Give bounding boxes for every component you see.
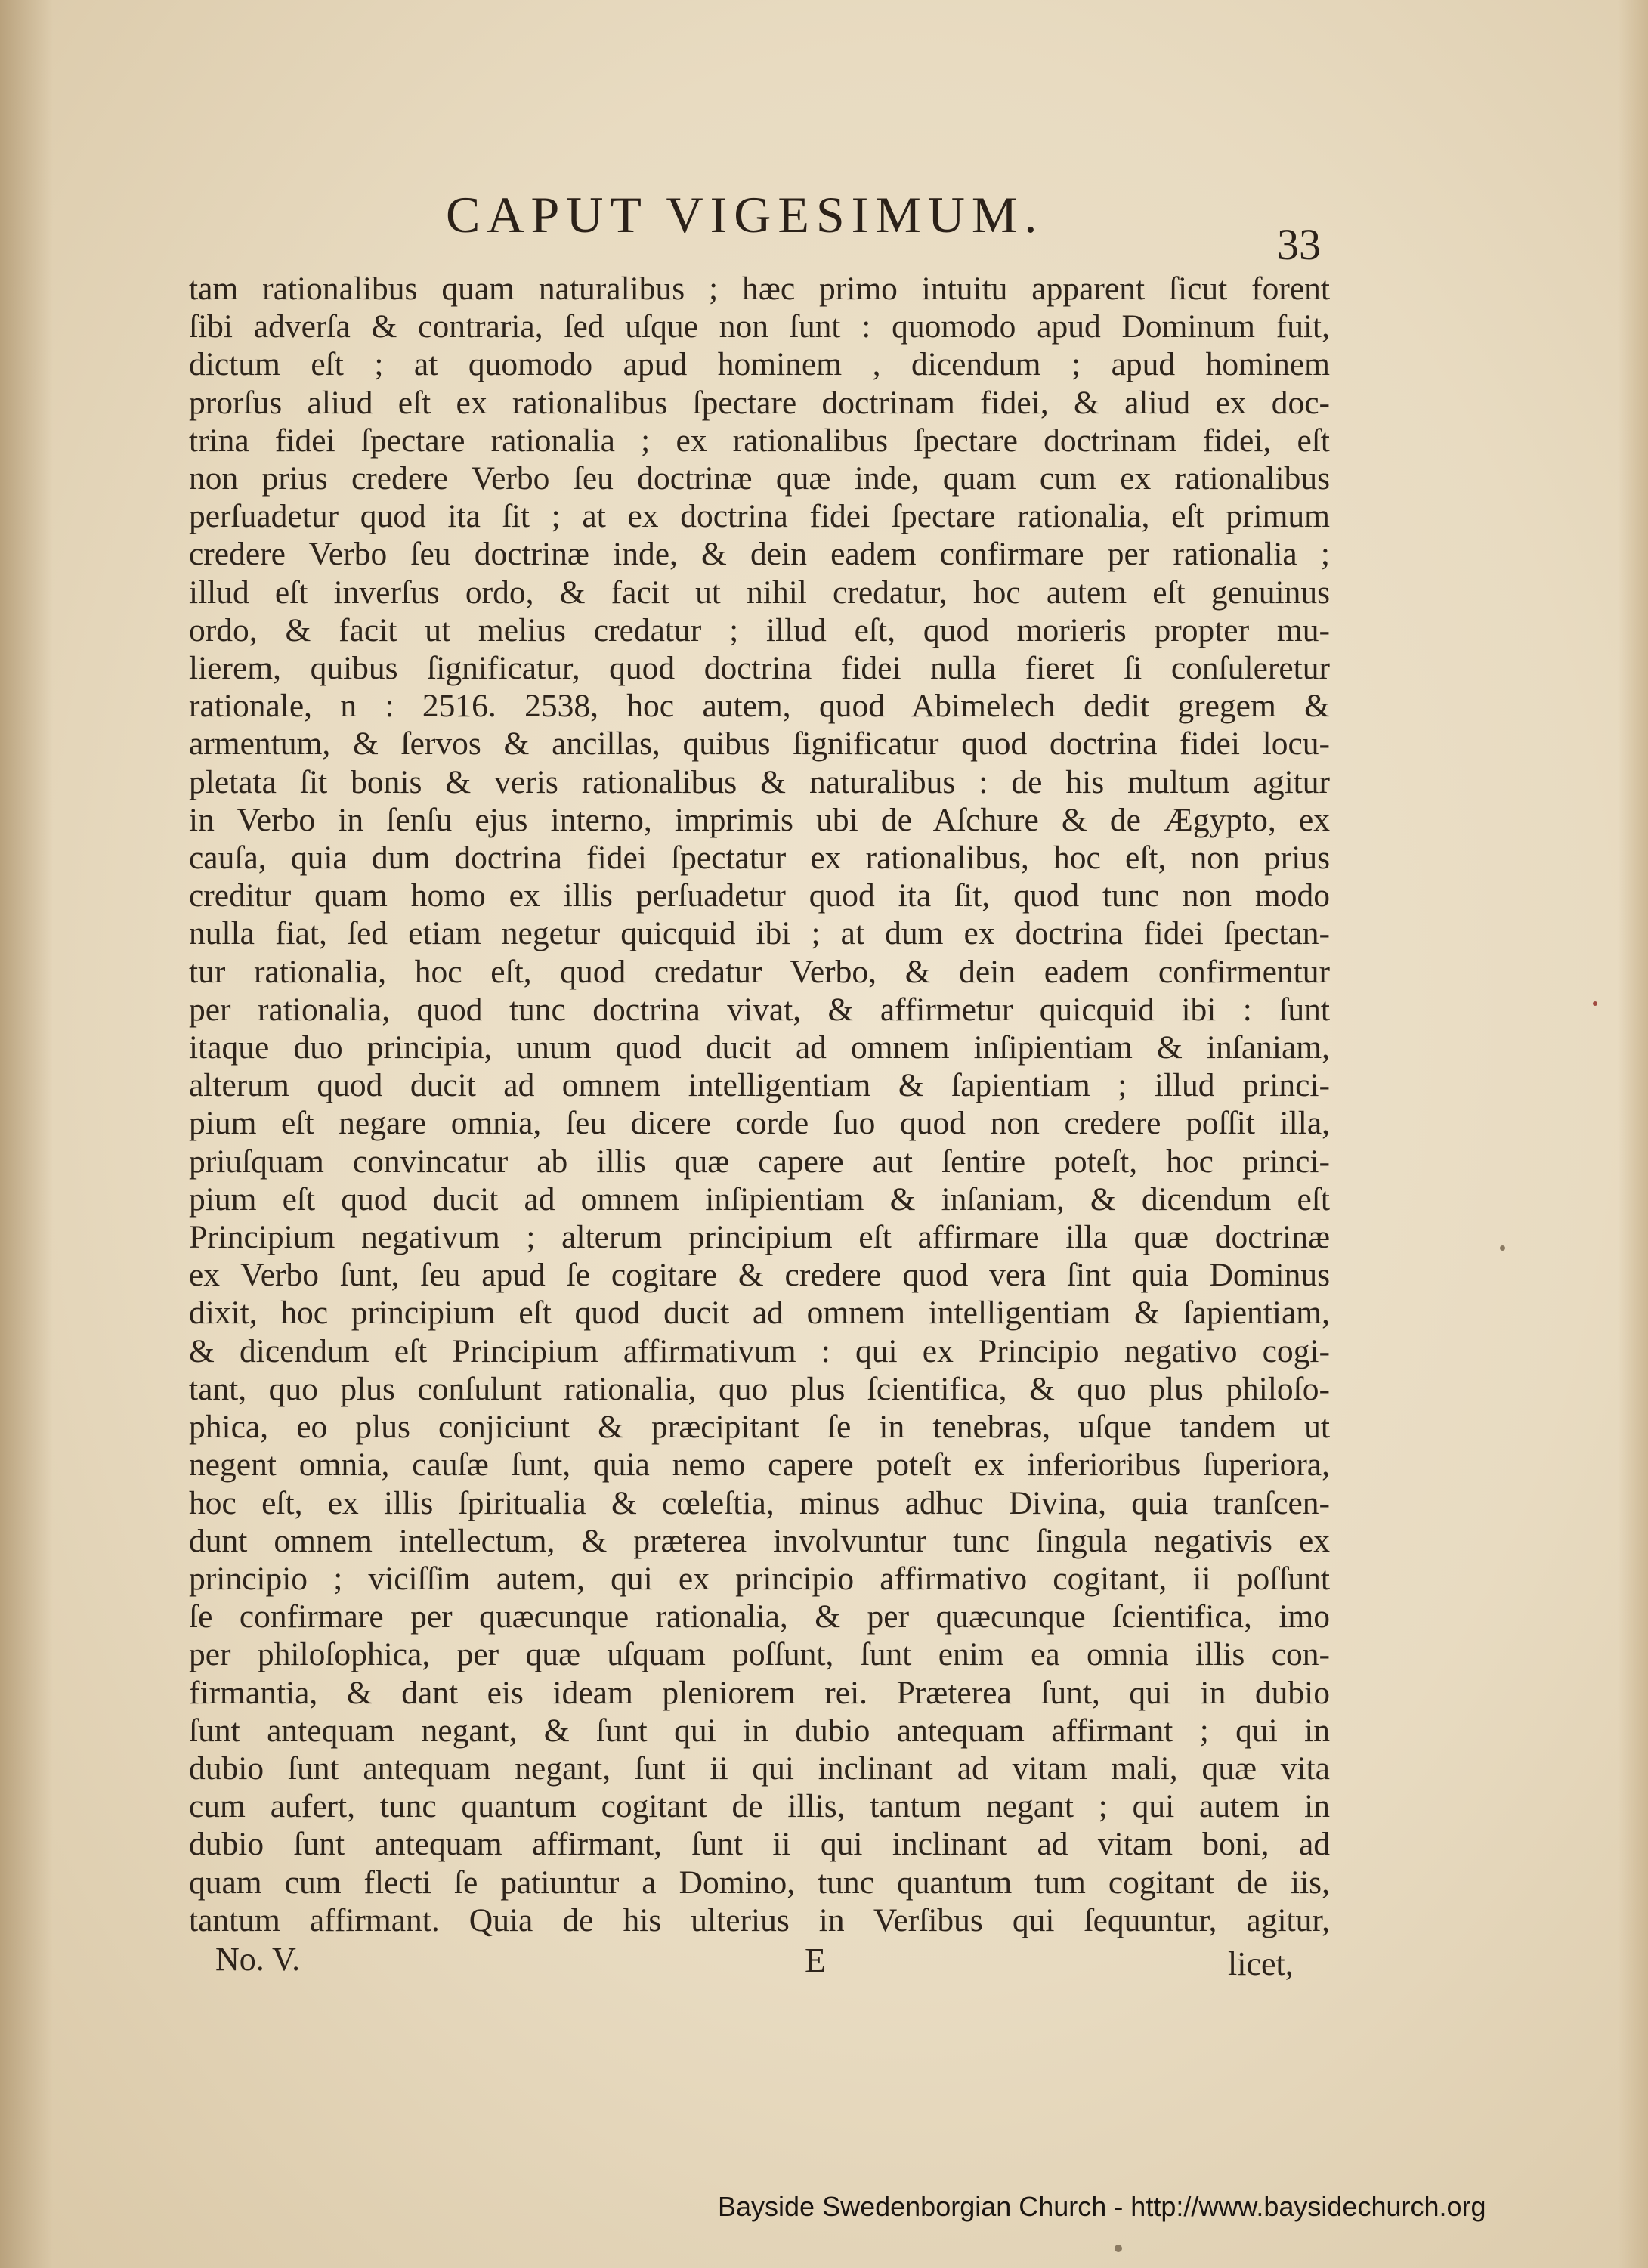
paper-spot <box>1593 1001 1597 1006</box>
text-line: perſuadetur quod ita ſit ; at ex doctrina fidei ſpectare rationalia, eſt primum <box>189 498 1330 535</box>
text-line: dictum eſt ; at quomodo apud hominem , dicendum ; apud hominem <box>189 346 1330 383</box>
body-text <box>189 270 1330 1939</box>
text-line: phica, eo plus conjiciunt & præcipitant ſe in tenebras, uſque tandem ut <box>189 1409 1330 1446</box>
text-line: prorſus aliud eſt ex rationalibus ſpectare doctrinam fidei, & aliud ex doc- <box>189 384 1330 421</box>
text-line: alterum quod ducit ad omnem intelligentiam & ſapientiam ; illud princi- <box>189 1067 1330 1104</box>
text-line: trina fidei ſpectare rationalia ; ex rationalibus ſpectare doctrinam fidei, eſt <box>189 422 1330 459</box>
text-line: pletata ſit bonis & veris rationalibus & naturalibus : de his multum agitur <box>189 763 1330 800</box>
text-line: ſe confirmare per quæcunque rationalia, & per quæcunque ſcientifica, imo <box>189 1598 1330 1635</box>
page-edge-shadow-left <box>0 0 53 2268</box>
text-line: pium eſt negare omnia, ſeu dicere corde ſuo quod non credere poſſit illa, <box>189 1105 1330 1142</box>
text-line: tant, quo plus conſulunt rationalia, quo plus ſcientifica, & quo plus philoſo- <box>189 1370 1330 1407</box>
text-line: tantum affirmant. Quia de his ulterius in Verſibus qui ſequuntur, agitur, <box>189 1901 1330 1938</box>
signature-mark: No. V. <box>215 1941 301 1978</box>
text-line: itaque duo principia, unum quod ducit ad omnem inſipientiam & inſaniam, <box>189 1029 1330 1066</box>
running-head: CAPUT VIGESIMUM. <box>446 186 1044 243</box>
signature-letter: E <box>805 1941 827 1979</box>
text-line: priuſquam convincatur ab illis quæ capere aut ſentire poteſt, hoc princi- <box>189 1143 1330 1180</box>
text-line: Principium negativum ; alterum principium eſt affirmare illa quæ doctrinæ <box>189 1219 1330 1256</box>
text-line: lierem, quibus ſignificatur, quod doctrina fidei nulla fieret ſi conſuleretur <box>189 650 1330 687</box>
text-line: ordo, & facit ut melius credatur ; illud eſt, quod morieris propter mu- <box>189 611 1330 648</box>
text-line: negent omnia, cauſæ ſunt, quia nemo capere poteſt ex inferioribus ſuperiora, <box>189 1447 1330 1484</box>
footer-credit: Bayside Swedenborgian Church - http://www.baysidechurch.org <box>718 2191 1486 2222</box>
text-line: tam rationalibus quam naturalibus ; hæc primo intuitu apparent ſicut forent <box>189 271 1330 307</box>
text-line: non prius credere Verbo ſeu doctrinæ quæ inde, quam cum ex rationalibus <box>189 460 1330 497</box>
text-line: dixit, hoc principium eſt quod ducit ad omnem intelligentiam & ſapientiam, <box>189 1295 1330 1332</box>
text-line: hoc eſt, ex illis ſpiritualia & cœleſtia, minus adhuc Divina, quia tranſcen- <box>189 1484 1330 1521</box>
text-line: dunt omnem intellectum, & præterea involvuntur tunc ſingula negativis ex <box>189 1522 1330 1559</box>
text-line: ſunt antequam negant, & ſunt qui in dubio antequam affirmant ; qui in <box>189 1712 1330 1749</box>
text-line: principio ; viciſſim autem, qui ex principio affirmativo cogitant, ii poſſunt <box>189 1560 1330 1597</box>
text-line: in Verbo in ſenſu ejus interno, imprimis ubi de Aſchure & de Ægypto, ex <box>189 801 1330 838</box>
text-line: cum aufert, tunc quantum cogitant de illis, tantum negant ; qui autem in <box>189 1788 1330 1825</box>
page-edge-shadow-right <box>1618 0 1648 2268</box>
text-line: illud eſt inverſus ordo, & facit ut nihil credatur, hoc autem eſt genuinus <box>189 574 1330 611</box>
text-line: per philoſophica, per quæ uſquam poſſunt, ſunt enim ea omnia illis con- <box>189 1636 1330 1673</box>
text-line: firmantia, & dant eis ideam pleniorem rei. Præterea ſunt, qui in dubio <box>189 1674 1330 1711</box>
paper-spot <box>1115 2245 1122 2252</box>
page-number: 33 <box>1277 220 1321 269</box>
text-line: credere Verbo ſeu doctrinæ inde, & dein eadem confirmare per rationalia ; <box>189 536 1330 573</box>
text-line: rationale, n : 2516. 2538, hoc autem, quod Abimelech dedit gregem & <box>189 688 1330 725</box>
text-line: creditur quam homo ex illis perſuadetur quod ita ſit, quod tunc non modo <box>189 877 1330 914</box>
text-line: ex Verbo ſunt, ſeu apud ſe cogitare & credere quod vera ſint quia Dominus <box>189 1257 1330 1294</box>
text-line: nulla fiat, ſed etiam negetur quicquid ibi ; at dum ex doctrina fidei ſpectan- <box>189 915 1330 952</box>
text-line: cauſa, quia dum doctrina fidei ſpectatur ex rationalibus, hoc eſt, non prius <box>189 840 1330 877</box>
text-line: dubio ſunt antequam negant, ſunt ii qui inclinant ad vitam mali, quæ vita <box>189 1750 1330 1787</box>
paper-spot <box>1500 1245 1505 1251</box>
text-line: armentum, & ſervos & ancillas, quibus ſignificatur quod doctrina fidei locu- <box>189 726 1330 763</box>
text-line: tur rationalia, hoc eſt, quod credatur Verbo, & dein eadem confirmentur <box>189 953 1330 990</box>
text-line: & dicendum eſt Principium affirmativum : qui ex Principio negativo cogi- <box>189 1332 1330 1369</box>
text-line: quam cum flecti ſe patiuntur a Domino, tunc quantum tum cogitant de iis, <box>189 1864 1330 1901</box>
text-line: dubio ſunt antequam affirmant, ſunt ii qui inclinant ad vitam boni, ad <box>189 1826 1330 1863</box>
text-line: per rationalia, quod tunc doctrina vivat, & affirmetur quicquid ibi : ſunt <box>189 991 1330 1028</box>
text-line: pium eſt quod ducit ad omnem inſipientiam & inſaniam, & dicendum eſt <box>189 1180 1330 1218</box>
text-line: ſibi adverſa & contraria, ſed uſque non ſunt : quomodo apud Dominum fuit, <box>189 308 1330 345</box>
catchword: licet, <box>1228 1945 1294 1982</box>
